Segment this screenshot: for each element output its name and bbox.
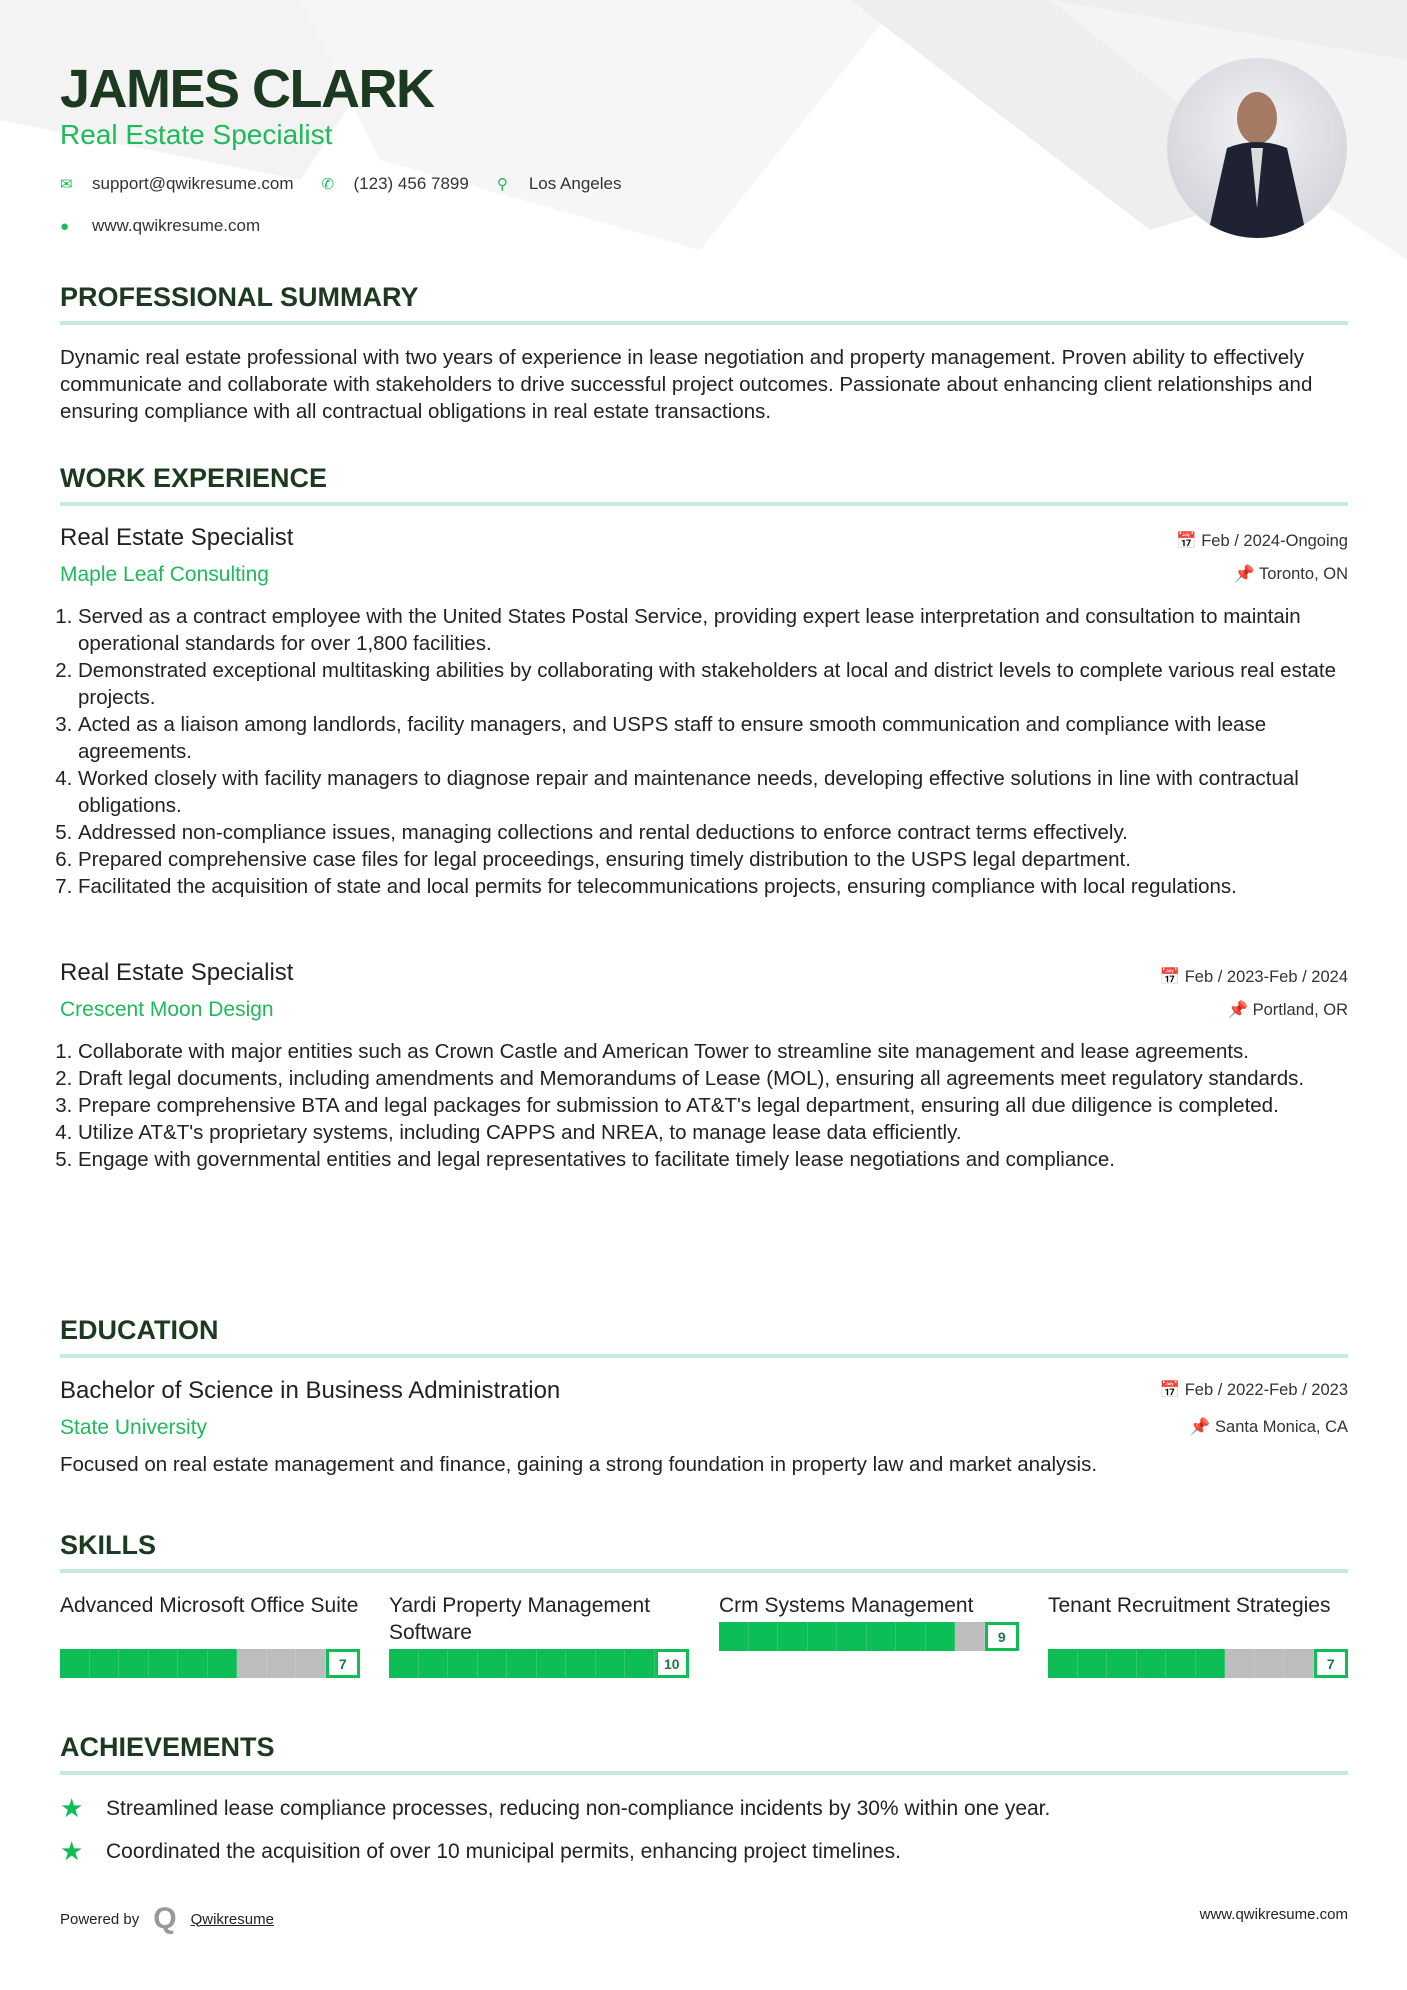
degree: Bachelor of Science in Business Administration xyxy=(60,1377,561,1404)
list-item: 1. Served as a contract employee with the United States Postal Service, providing expert lease interpretation and consultation to maintain operational standards for over 1,800 facilities. xyxy=(78,603,1350,657)
skill-item xyxy=(60,1592,360,1678)
skill-bar-segment xyxy=(896,1622,926,1651)
skill-name: Yardi Property Management Software xyxy=(389,1594,651,1644)
skill-bar-segment xyxy=(837,1622,867,1651)
skill-bar-segment xyxy=(296,1649,326,1678)
pushpin-icon: 📌 xyxy=(1189,1418,1216,1436)
globe-icon: ● xyxy=(60,217,70,235)
contact-row xyxy=(60,174,639,194)
skill-bar-segment xyxy=(1225,1649,1255,1678)
skill-bar-segment xyxy=(566,1649,596,1678)
skill-bar-segment xyxy=(808,1622,838,1651)
section-heading-education: EDUCATION xyxy=(60,1315,1348,1358)
job-bullets xyxy=(60,603,1350,900)
job-location-text: Toronto, ON xyxy=(1259,565,1348,583)
skill-bar-segment xyxy=(90,1649,120,1678)
list-item: 4. Utilize AT&T's proprietary systems, including CAPPS and NREA, to manage lease data efficiently. xyxy=(78,1119,1350,1146)
skill-bar-segment xyxy=(208,1649,238,1678)
location: Los Angeles xyxy=(528,174,622,193)
skill-bar-segment xyxy=(1166,1649,1196,1678)
skill-name: Advanced Microsoft Office Suite xyxy=(60,1594,359,1617)
powered-by-label: Powered by xyxy=(60,1910,140,1928)
website-row xyxy=(60,216,278,236)
location-pin-icon: ⚲ xyxy=(496,176,508,193)
list-item: 7. Facilitated the acquisition of state and local permits for telecommunications projects, ensuring compliance with local regulations. xyxy=(78,873,1350,900)
skill-level-value: 10 xyxy=(655,1649,690,1678)
list-item: 5. Addressed non-compliance issues, managing collections and rental deductions to enforce contract terms effectively. xyxy=(78,819,1350,846)
education-dates-text: Feb / 2022-Feb / 2023 xyxy=(1184,1381,1348,1399)
pushpin-icon: 📌 xyxy=(1234,565,1260,583)
skill-level-bar xyxy=(60,1649,360,1678)
skill-bar-segment xyxy=(926,1622,956,1651)
calendar-icon: 📅 xyxy=(1159,1381,1185,1399)
skill-bar-segment xyxy=(60,1649,90,1678)
qwikresume-logo-icon: Q xyxy=(153,1902,177,1935)
job-location xyxy=(1227,1001,1348,1020)
list-item: 3. Prepare comprehensive BTA and legal packages for submission to AT&T's legal department, ensuring all due diligence is completed. xyxy=(78,1092,1350,1119)
skill-bar-segment xyxy=(419,1649,449,1678)
education-location xyxy=(1190,1418,1348,1437)
skill-bar-segment xyxy=(1078,1649,1108,1678)
list-item: 2. Draft legal documents, including amendments and Memorandums of Lease (MOL), ensuring all agreements meet regulatory standards. xyxy=(78,1065,1350,1092)
job-company: Maple Leaf Consulting xyxy=(60,563,269,586)
skill-bar-segment xyxy=(1107,1649,1137,1678)
job-company: Crescent Moon Design xyxy=(60,998,274,1021)
powered-by xyxy=(60,1902,274,1936)
section-heading-summary: PROFESSIONAL SUMMARY xyxy=(60,282,1348,325)
skill-bar-segment xyxy=(749,1622,779,1651)
calendar-icon: 📅 xyxy=(1176,532,1202,550)
skill-bar-segment xyxy=(478,1649,508,1678)
job-dates xyxy=(1176,532,1348,551)
skill-bar-segment xyxy=(719,1622,749,1651)
skill-bar-segment xyxy=(178,1649,208,1678)
skill-level-value: 7 xyxy=(1314,1649,1349,1678)
skill-bar-segment xyxy=(1196,1649,1226,1678)
skill-bar-segment xyxy=(389,1649,419,1678)
skill-bar-segment xyxy=(537,1649,567,1678)
skill-name: Crm Systems Management xyxy=(719,1594,974,1617)
job-dates-text: Feb / 2023-Feb / 2024 xyxy=(1184,968,1348,986)
skill-level-bar xyxy=(719,1622,1019,1651)
skill-bar-segment xyxy=(237,1649,267,1678)
education-location-text: Santa Monica, CA xyxy=(1215,1418,1348,1436)
skill-level-bar xyxy=(1048,1649,1348,1678)
skill-bar-segment xyxy=(1048,1649,1078,1678)
skill-bar-segment xyxy=(867,1622,897,1651)
footer-website[interactable]: www.qwikresume.com xyxy=(1199,1906,1348,1923)
list-item: 4. Worked closely with facility managers to diagnose repair and maintenance needs, developing effective solutions in line with contractual obligations. xyxy=(78,765,1350,819)
skill-item xyxy=(1048,1592,1348,1678)
job-title: Real Estate Specialist xyxy=(60,959,294,986)
star-icon: ★ xyxy=(60,1793,84,1823)
job-bullets xyxy=(60,1038,1350,1173)
achievement-text: Coordinated the acquisition of over 10 municipal permits, enhancing project timelines. xyxy=(106,1839,901,1863)
skill-bar-segment xyxy=(507,1649,537,1678)
achievement-item xyxy=(60,1836,901,1867)
job-location-text: Portland, OR xyxy=(1252,1001,1348,1019)
profile-photo xyxy=(1167,58,1347,238)
section-heading-experience: WORK EXPERIENCE xyxy=(60,463,1348,506)
brand-link[interactable]: Qwikresume xyxy=(190,1910,274,1928)
skill-level-bar xyxy=(389,1649,689,1678)
phone-icon: ✆ xyxy=(321,176,335,193)
job-dates xyxy=(1160,968,1348,987)
education-dates xyxy=(1160,1381,1348,1400)
skill-bar-segment xyxy=(625,1649,655,1678)
section-heading-skills: SKILLS xyxy=(60,1530,1348,1573)
skill-bar-segment xyxy=(267,1649,297,1678)
list-item: 3. Acted as a liaison among landlords, facility managers, and USPS staff to ensure smooth communication and compliance with lease agreements. xyxy=(78,711,1350,765)
skill-bar-segment xyxy=(955,1622,985,1651)
skill-bar-segment xyxy=(149,1649,179,1678)
email-link[interactable]: support@qwikresume.com xyxy=(92,174,294,193)
list-item: 5. Engage with governmental entities and legal representatives to facilitate timely lease negotiations and compliance. xyxy=(78,1146,1350,1173)
skill-item xyxy=(719,1592,1019,1651)
candidate-name: JAMES CLARK xyxy=(60,59,434,119)
candidate-title: Real Estate Specialist xyxy=(60,119,333,150)
achievement-text: Streamlined lease compliance processes, reducing non-compliance incidents by 30% within one year. xyxy=(106,1796,1051,1820)
skill-level-value: 7 xyxy=(326,1649,361,1678)
list-item: 2. Demonstrated exceptional multitasking abilities by collaborating with stakeholders at local and district levels to complete various real estate projects. xyxy=(78,657,1350,711)
achievement-item xyxy=(60,1793,1050,1824)
skill-bar-segment xyxy=(1255,1649,1285,1678)
job-location xyxy=(1234,565,1348,584)
list-item: 1. Collaborate with major entities such as Crown Castle and American Tower to streamline site management and lease agreements. xyxy=(78,1038,1350,1065)
website-link[interactable]: www.qwikresume.com xyxy=(92,216,261,235)
skill-name: Tenant Recruitment Strategies xyxy=(1048,1594,1331,1617)
job-dates-text: Feb / 2024-Ongoing xyxy=(1201,532,1348,550)
phone: (123) 456 7899 xyxy=(353,174,469,193)
pushpin-icon: 📌 xyxy=(1227,1001,1253,1019)
school: State University xyxy=(60,1416,208,1439)
skill-level-value: 9 xyxy=(985,1622,1020,1651)
skill-bar-segment xyxy=(1284,1649,1314,1678)
skill-bar-segment xyxy=(596,1649,626,1678)
email-icon: ✉ xyxy=(60,176,73,193)
summary-text: Dynamic real estate professional with two years of experience in lease negotiation and property management. Proven ability to effectively communicate and collaborate with stakeholders to drive successful project outcomes. Passionate about enhancing client relationships and ensuring compliance with all contractual obligations in real estate transactions. xyxy=(60,346,1313,423)
skill-bar-segment xyxy=(448,1649,478,1678)
skill-item xyxy=(389,1592,689,1678)
calendar-icon: 📅 xyxy=(1159,968,1185,986)
education-description: Focused on real estate management and finance, gaining a strong foundation in property law and market analysis. xyxy=(60,1453,1098,1476)
list-item: 6. Prepared comprehensive case files for legal proceedings, ensuring timely distribution to the USPS legal department. xyxy=(78,846,1350,873)
skill-bar-segment xyxy=(778,1622,808,1651)
skill-bar-segment xyxy=(119,1649,149,1678)
skill-bar-segment xyxy=(1137,1649,1167,1678)
job-title: Real Estate Specialist xyxy=(60,524,294,551)
star-icon: ★ xyxy=(60,1836,84,1866)
section-heading-achievements: ACHIEVEMENTS xyxy=(60,1732,1348,1775)
